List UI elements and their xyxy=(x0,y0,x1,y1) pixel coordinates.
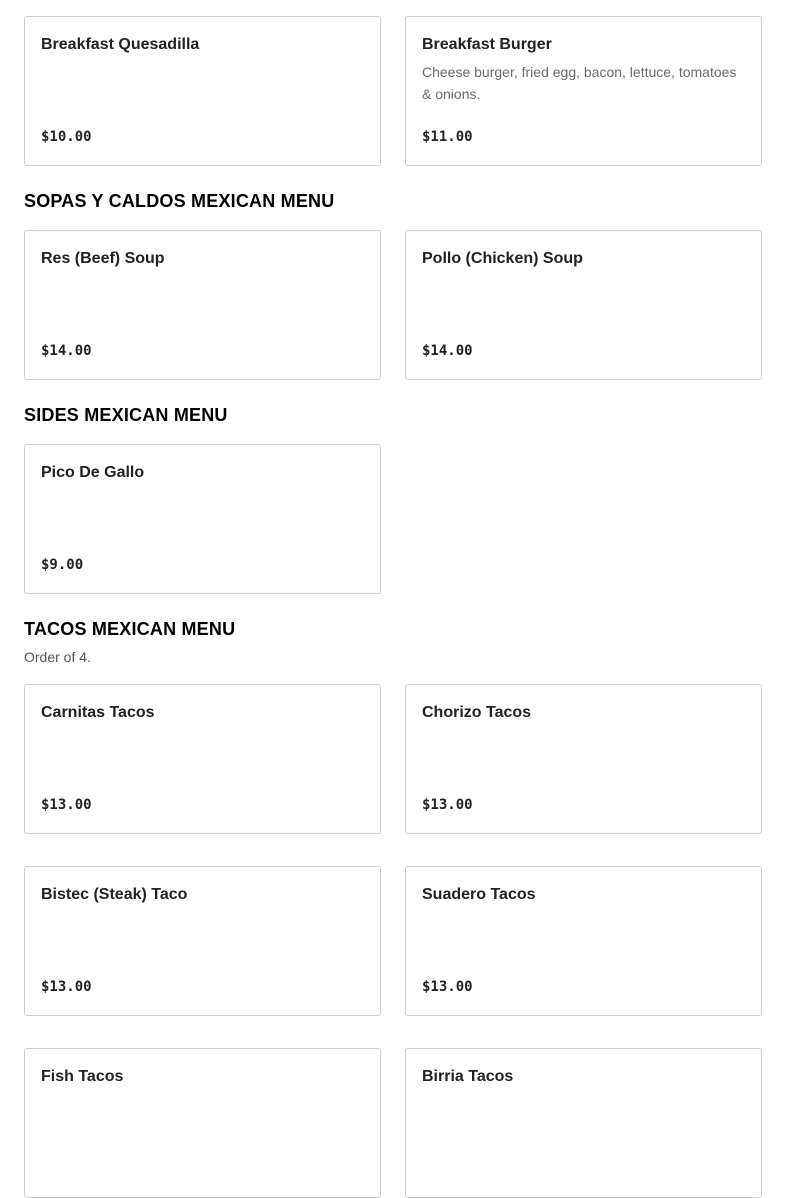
menu-item-card[interactable] xyxy=(405,16,762,166)
menu-item-card[interactable] xyxy=(24,1048,381,1198)
section-title: SIDES MEXICAN MENU xyxy=(24,405,228,425)
section-note: Order of 4. xyxy=(24,649,91,665)
menu-item-name: Fish Tacos xyxy=(41,1068,124,1085)
menu-item-name: Carnitas Tacos xyxy=(41,704,155,721)
menu-item-name: Chorizo Tacos xyxy=(422,704,532,721)
menu-item-name: Birria Tacos xyxy=(422,1068,514,1085)
menu-item-card[interactable] xyxy=(405,684,762,834)
menu-item-price: $13.00 xyxy=(422,797,473,813)
menu-item-name: Breakfast Quesadilla xyxy=(41,36,200,53)
menu-item-name: Suadero Tacos xyxy=(422,886,536,903)
menu-item-card[interactable] xyxy=(405,230,762,380)
menu-item-card[interactable] xyxy=(405,866,762,1016)
menu-item-price: $9.00 xyxy=(41,557,84,573)
menu-item-card[interactable] xyxy=(24,16,381,166)
menu-item-price: $14.00 xyxy=(422,343,473,359)
menu-item-price: $14.00 xyxy=(41,343,92,359)
menu-item-name: Pollo (Chicken) Soup xyxy=(422,250,583,267)
menu-item-card[interactable] xyxy=(24,444,381,594)
menu-item-name: Bistec (Steak) Taco xyxy=(41,886,188,903)
menu-item-card[interactable] xyxy=(24,866,381,1016)
menu-item-name: Res (Beef) Soup xyxy=(41,250,165,267)
menu-item-card[interactable] xyxy=(24,684,381,834)
menu-item-price: $13.00 xyxy=(41,797,92,813)
menu-item-price: $13.00 xyxy=(422,979,473,995)
menu-item-card[interactable] xyxy=(24,230,381,380)
menu-item-price: $11.00 xyxy=(422,129,473,145)
section-title: TACOS MEXICAN MENU xyxy=(24,619,236,639)
menu-item-price: $10.00 xyxy=(41,129,92,145)
menu-item-price: $13.00 xyxy=(41,979,92,995)
menu-item-description: Cheese burger, fried egg, bacon, lettuce, tomatoes & onions. xyxy=(422,64,737,102)
menu-item-name: Breakfast Burger xyxy=(422,36,552,53)
menu-item-name: Pico De Gallo xyxy=(41,464,145,481)
menu-item-card[interactable] xyxy=(405,1048,762,1198)
section-title: SOPAS Y CALDOS MEXICAN MENU xyxy=(24,191,335,211)
